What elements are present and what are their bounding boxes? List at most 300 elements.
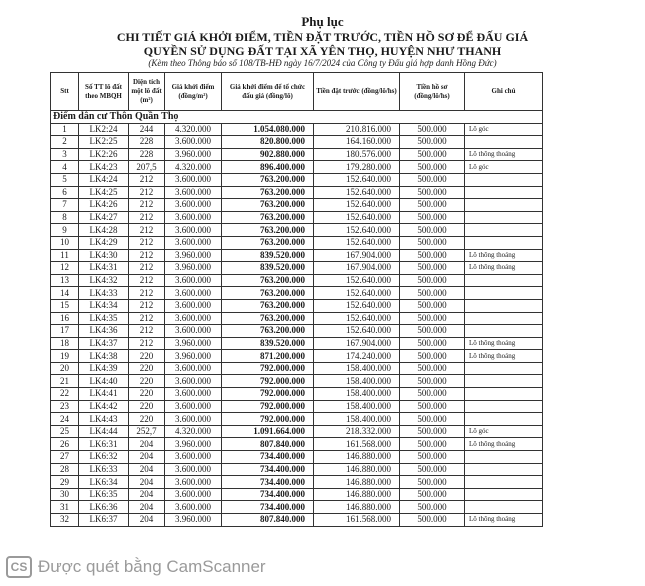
cell-start-price-per-lot: 839.520.000 xyxy=(222,262,314,275)
table-row xyxy=(51,224,543,237)
cell-start-price-per-lot: 763.200.000 xyxy=(222,199,314,212)
cell-deposit: 146.880.000 xyxy=(314,476,400,489)
cell-area: 212 xyxy=(129,186,165,199)
cell-stt: 30 xyxy=(51,488,79,501)
cell-dossier-fee: 500.000 xyxy=(400,514,465,527)
cell-note xyxy=(465,173,543,186)
cell-note: Lô thông thoáng xyxy=(465,148,543,161)
table-row xyxy=(51,438,543,451)
cell-start-price-per-m2: 3.600.000 xyxy=(165,136,222,149)
table-row xyxy=(51,186,543,199)
cell-stt: 21 xyxy=(51,375,79,388)
column-header-deposit: Tiền đặt trước (đồng/lô/hs) xyxy=(314,73,400,111)
cell-deposit: 210.816.000 xyxy=(314,123,400,136)
cell-lot-number: LK4:26 xyxy=(79,199,129,212)
table-row xyxy=(51,375,543,388)
cell-dossier-fee: 500.000 xyxy=(400,425,465,438)
cell-start-price-per-m2: 3.960.000 xyxy=(165,148,222,161)
cell-start-price-per-lot: 763.200.000 xyxy=(222,186,314,199)
cell-note xyxy=(465,388,543,401)
cell-stt: 1 xyxy=(51,123,79,136)
cell-lot-number: LK4:25 xyxy=(79,186,129,199)
cell-deposit: 152.640.000 xyxy=(314,173,400,186)
cell-lot-number: LK4:36 xyxy=(79,325,129,338)
column-header-start-price-per-m2: Giá khởi điểm (đồng/m²) xyxy=(165,73,222,111)
cell-area: 204 xyxy=(129,488,165,501)
table-row xyxy=(51,425,543,438)
cell-stt: 11 xyxy=(51,249,79,262)
cell-start-price-per-lot: 896.400.000 xyxy=(222,161,314,174)
cell-start-price-per-m2: 3.600.000 xyxy=(165,413,222,426)
cell-area: 228 xyxy=(129,148,165,161)
cell-dossier-fee: 500.000 xyxy=(400,173,465,186)
cell-start-price-per-m2: 3.600.000 xyxy=(165,388,222,401)
cell-area: 220 xyxy=(129,350,165,363)
cell-deposit: 180.576.000 xyxy=(314,148,400,161)
column-header-area: Diện tích một lô đất (m²) xyxy=(129,73,165,111)
cell-lot-number: LK4:31 xyxy=(79,262,129,275)
cell-start-price-per-lot: 763.200.000 xyxy=(222,211,314,224)
cell-deposit: 158.400.000 xyxy=(314,388,400,401)
cell-stt: 9 xyxy=(51,224,79,237)
cell-note: Lô thông thoáng xyxy=(465,249,543,262)
cell-start-price-per-lot: 792.000.000 xyxy=(222,400,314,413)
table-row xyxy=(51,236,543,249)
cell-area: 212 xyxy=(129,337,165,350)
cell-deposit: 161.568.000 xyxy=(314,514,400,527)
cell-note xyxy=(465,501,543,514)
cell-start-price-per-m2: 3.600.000 xyxy=(165,400,222,413)
cell-dossier-fee: 500.000 xyxy=(400,337,465,350)
table-row xyxy=(51,274,543,287)
cell-lot-number: LK6:37 xyxy=(79,514,129,527)
cell-start-price-per-lot: 792.000.000 xyxy=(222,362,314,375)
cell-note: Lô thông thoáng xyxy=(465,350,543,363)
table-row xyxy=(51,123,543,136)
cell-area: 212 xyxy=(129,211,165,224)
cell-area: 220 xyxy=(129,413,165,426)
cell-lot-number: LK2:24 xyxy=(79,123,129,136)
cell-start-price-per-lot: 792.000.000 xyxy=(222,375,314,388)
cell-note xyxy=(465,299,543,312)
cell-note xyxy=(465,463,543,476)
cell-lot-number: LK6:33 xyxy=(79,463,129,476)
cell-dossier-fee: 500.000 xyxy=(400,136,465,149)
cell-area: 252,7 xyxy=(129,425,165,438)
cell-lot-number: LK4:40 xyxy=(79,375,129,388)
table-row xyxy=(51,362,543,375)
cell-lot-number: LK2:26 xyxy=(79,148,129,161)
table-row xyxy=(51,388,543,401)
cell-deposit: 218.332.000 xyxy=(314,425,400,438)
cell-start-price-per-lot: 763.200.000 xyxy=(222,173,314,186)
cell-start-price-per-lot: 763.200.000 xyxy=(222,312,314,325)
cell-start-price-per-lot: 820.800.000 xyxy=(222,136,314,149)
cell-note xyxy=(465,186,543,199)
cell-lot-number: LK4:34 xyxy=(79,299,129,312)
cell-area: 220 xyxy=(129,375,165,388)
cell-note xyxy=(465,325,543,338)
cell-lot-number: LK4:27 xyxy=(79,211,129,224)
cell-start-price-per-m2: 3.600.000 xyxy=(165,463,222,476)
cell-area: 204 xyxy=(129,451,165,464)
cell-deposit: 158.400.000 xyxy=(314,362,400,375)
cell-start-price-per-m2: 4.320.000 xyxy=(165,161,222,174)
cell-start-price-per-m2: 3.600.000 xyxy=(165,211,222,224)
cell-deposit: 152.640.000 xyxy=(314,211,400,224)
cell-start-price-per-lot: 792.000.000 xyxy=(222,413,314,426)
cell-start-price-per-m2: 3.600.000 xyxy=(165,274,222,287)
cell-lot-number: LK4:24 xyxy=(79,173,129,186)
cell-start-price-per-m2: 3.960.000 xyxy=(165,249,222,262)
table-row xyxy=(51,413,543,426)
cell-lot-number: LK6:31 xyxy=(79,438,129,451)
cell-stt: 31 xyxy=(51,501,79,514)
table-row xyxy=(51,337,543,350)
cell-area: 212 xyxy=(129,262,165,275)
cell-start-price-per-m2: 3.600.000 xyxy=(165,476,222,489)
cell-area: 204 xyxy=(129,438,165,451)
camscanner-watermark xyxy=(6,556,266,578)
table-row xyxy=(51,211,543,224)
cell-area: 212 xyxy=(129,236,165,249)
cell-lot-number: LK6:34 xyxy=(79,476,129,489)
cell-lot-number: LK4:29 xyxy=(79,236,129,249)
cell-note: Lô thông thoáng xyxy=(465,438,543,451)
cell-area: 212 xyxy=(129,199,165,212)
cell-lot-number: LK4:41 xyxy=(79,388,129,401)
cell-dossier-fee: 500.000 xyxy=(400,488,465,501)
table-row xyxy=(51,136,543,149)
cell-start-price-per-lot: 763.200.000 xyxy=(222,299,314,312)
cell-dossier-fee: 500.000 xyxy=(400,186,465,199)
cell-deposit: 152.640.000 xyxy=(314,312,400,325)
cell-dossier-fee: 500.000 xyxy=(400,123,465,136)
cell-start-price-per-m2: 3.600.000 xyxy=(165,236,222,249)
cell-start-price-per-lot: 807.840.000 xyxy=(222,438,314,451)
table-header-row xyxy=(51,73,543,111)
cell-lot-number: LK4:35 xyxy=(79,312,129,325)
section-title: Điểm dân cư Thôn Quần Thọ xyxy=(51,111,543,124)
cell-stt: 6 xyxy=(51,186,79,199)
cell-start-price-per-lot: 871.200.000 xyxy=(222,350,314,363)
cell-start-price-per-lot: 763.200.000 xyxy=(222,236,314,249)
cell-start-price-per-lot: 734.400.000 xyxy=(222,451,314,464)
column-header-note: Ghi chú xyxy=(465,73,543,111)
cell-note xyxy=(465,287,543,300)
cell-dossier-fee: 500.000 xyxy=(400,362,465,375)
cell-dossier-fee: 500.000 xyxy=(400,325,465,338)
cell-deposit: 167.904.000 xyxy=(314,337,400,350)
cell-area: 228 xyxy=(129,136,165,149)
cell-note xyxy=(465,199,543,212)
cell-note xyxy=(465,476,543,489)
cell-deposit: 146.880.000 xyxy=(314,488,400,501)
document-subtitle: (Kèm theo Thông báo số 108/TB-HĐ ngày 16/7/2024 của Công ty Đấu giá hợp danh Hồng Đức) xyxy=(148,58,497,68)
cell-start-price-per-lot: 763.200.000 xyxy=(222,274,314,287)
cell-note xyxy=(465,375,543,388)
cell-start-price-per-m2: 3.600.000 xyxy=(165,173,222,186)
cell-note xyxy=(465,312,543,325)
cell-note xyxy=(465,236,543,249)
cell-start-price-per-lot: 839.520.000 xyxy=(222,249,314,262)
cell-start-price-per-m2: 3.960.000 xyxy=(165,438,222,451)
table-row xyxy=(51,325,543,338)
cell-stt: 13 xyxy=(51,274,79,287)
cell-stt: 4 xyxy=(51,161,79,174)
cell-lot-number: LK4:33 xyxy=(79,287,129,300)
cell-start-price-per-m2: 3.960.000 xyxy=(165,262,222,275)
cell-start-price-per-m2: 3.600.000 xyxy=(165,299,222,312)
cell-lot-number: LK4:32 xyxy=(79,274,129,287)
cell-area: 244 xyxy=(129,123,165,136)
cell-note xyxy=(465,362,543,375)
table-row xyxy=(51,514,543,527)
cell-stt: 5 xyxy=(51,173,79,186)
cell-area: 204 xyxy=(129,463,165,476)
cell-deposit: 152.640.000 xyxy=(314,287,400,300)
cell-start-price-per-lot: 734.400.000 xyxy=(222,463,314,476)
cell-lot-number: LK6:32 xyxy=(79,451,129,464)
cell-dossier-fee: 500.000 xyxy=(400,312,465,325)
table-row xyxy=(51,463,543,476)
cell-stt: 16 xyxy=(51,312,79,325)
cell-lot-number: LK4:37 xyxy=(79,337,129,350)
table-row xyxy=(51,299,543,312)
cell-stt: 18 xyxy=(51,337,79,350)
cell-stt: 25 xyxy=(51,425,79,438)
column-header-stt: Stt xyxy=(51,73,79,111)
cell-note: Lô thông thoáng xyxy=(465,337,543,350)
cell-deposit: 158.400.000 xyxy=(314,413,400,426)
table-row xyxy=(51,488,543,501)
cell-dossier-fee: 500.000 xyxy=(400,274,465,287)
table-row xyxy=(51,262,543,275)
cell-area: 204 xyxy=(129,501,165,514)
cell-stt: 26 xyxy=(51,438,79,451)
cell-area: 220 xyxy=(129,362,165,375)
cell-dossier-fee: 500.000 xyxy=(400,236,465,249)
cell-lot-number: LK4:39 xyxy=(79,362,129,375)
cell-deposit: 158.400.000 xyxy=(314,375,400,388)
cell-area: 212 xyxy=(129,299,165,312)
cell-note xyxy=(465,136,543,149)
cell-lot-number: LK4:38 xyxy=(79,350,129,363)
cell-stt: 10 xyxy=(51,236,79,249)
cell-stt: 17 xyxy=(51,325,79,338)
cell-deposit: 152.640.000 xyxy=(314,199,400,212)
cell-deposit: 152.640.000 xyxy=(314,236,400,249)
table-row xyxy=(51,312,543,325)
cell-dossier-fee: 500.000 xyxy=(400,350,465,363)
cell-start-price-per-lot: 763.200.000 xyxy=(222,224,314,237)
cell-lot-number: LK4:42 xyxy=(79,400,129,413)
cell-start-price-per-m2: 3.960.000 xyxy=(165,350,222,363)
cell-start-price-per-m2: 4.320.000 xyxy=(165,123,222,136)
cell-note xyxy=(465,274,543,287)
column-header-start-price-per-lot: Giá khởi điểm để tổ chức đấu giá (đồng/lô) xyxy=(222,73,314,111)
cell-dossier-fee: 500.000 xyxy=(400,211,465,224)
table-row xyxy=(51,148,543,161)
cell-start-price-per-m2: 3.600.000 xyxy=(165,488,222,501)
cell-dossier-fee: 500.000 xyxy=(400,199,465,212)
cell-start-price-per-m2: 3.600.000 xyxy=(165,186,222,199)
cell-deposit: 164.160.000 xyxy=(314,136,400,149)
document-title-line-2: QUYỀN SỬ DỤNG ĐẤT TẠI XÃ YÊN THỌ, HUYỆN NHƯ THANH xyxy=(143,44,502,58)
cell-stt: 15 xyxy=(51,299,79,312)
cell-lot-number: LK4:44 xyxy=(79,425,129,438)
cell-start-price-per-m2: 3.600.000 xyxy=(165,362,222,375)
cell-start-price-per-m2: 3.960.000 xyxy=(165,337,222,350)
cell-start-price-per-m2: 3.600.000 xyxy=(165,312,222,325)
cell-deposit: 158.400.000 xyxy=(314,400,400,413)
cell-area: 212 xyxy=(129,249,165,262)
cell-start-price-per-m2: 3.960.000 xyxy=(165,514,222,527)
cell-start-price-per-lot: 734.400.000 xyxy=(222,501,314,514)
cell-dossier-fee: 500.000 xyxy=(400,299,465,312)
cell-dossier-fee: 500.000 xyxy=(400,438,465,451)
table-row xyxy=(51,350,543,363)
cell-dossier-fee: 500.000 xyxy=(400,463,465,476)
table-row xyxy=(51,173,543,186)
cell-note: Lô góc xyxy=(465,123,543,136)
cell-start-price-per-m2: 3.600.000 xyxy=(165,325,222,338)
cell-start-price-per-m2: 3.600.000 xyxy=(165,375,222,388)
cell-lot-number: LK4:23 xyxy=(79,161,129,174)
table-row xyxy=(51,501,543,514)
cell-lot-number: LK2:25 xyxy=(79,136,129,149)
cell-dossier-fee: 500.000 xyxy=(400,287,465,300)
cell-start-price-per-lot: 1.054.080.000 xyxy=(222,123,314,136)
cell-note: Lô thông thoáng xyxy=(465,514,543,527)
camscanner-logo-icon: CS xyxy=(6,556,32,578)
cell-note: Lô góc xyxy=(465,161,543,174)
cell-deposit: 146.880.000 xyxy=(314,501,400,514)
cell-dossier-fee: 500.000 xyxy=(400,224,465,237)
cell-deposit: 152.640.000 xyxy=(314,299,400,312)
table-row xyxy=(51,476,543,489)
cell-area: 220 xyxy=(129,388,165,401)
cell-stt: 28 xyxy=(51,463,79,476)
cell-start-price-per-m2: 3.600.000 xyxy=(165,224,222,237)
cell-deposit: 152.640.000 xyxy=(314,224,400,237)
cell-note xyxy=(465,211,543,224)
cell-start-price-per-lot: 807.840.000 xyxy=(222,514,314,527)
table-row xyxy=(51,161,543,174)
cell-stt: 32 xyxy=(51,514,79,527)
cell-start-price-per-m2: 3.600.000 xyxy=(165,451,222,464)
appendix-label: Phụ lục xyxy=(301,14,344,29)
cell-start-price-per-m2: 3.600.000 xyxy=(165,287,222,300)
cell-note: Lô thông thoáng xyxy=(465,262,543,275)
column-header-lot-number: Số TT lô đất theo MBQH xyxy=(79,73,129,111)
cell-lot-number: LK4:28 xyxy=(79,224,129,237)
cell-stt: 22 xyxy=(51,388,79,401)
cell-start-price-per-lot: 734.400.000 xyxy=(222,476,314,489)
cell-deposit: 146.880.000 xyxy=(314,451,400,464)
cell-dossier-fee: 500.000 xyxy=(400,501,465,514)
cell-area: 207,5 xyxy=(129,161,165,174)
cell-stt: 12 xyxy=(51,262,79,275)
table-row xyxy=(51,199,543,212)
cell-dossier-fee: 500.000 xyxy=(400,148,465,161)
cell-start-price-per-lot: 763.200.000 xyxy=(222,325,314,338)
cell-start-price-per-m2: 3.600.000 xyxy=(165,199,222,212)
cell-dossier-fee: 500.000 xyxy=(400,451,465,464)
cell-deposit: 167.904.000 xyxy=(314,262,400,275)
cell-lot-number: LK4:43 xyxy=(79,413,129,426)
cell-deposit: 146.880.000 xyxy=(314,463,400,476)
cell-stt: 3 xyxy=(51,148,79,161)
cell-area: 212 xyxy=(129,325,165,338)
cell-dossier-fee: 500.000 xyxy=(400,249,465,262)
cell-area: 212 xyxy=(129,224,165,237)
cell-dossier-fee: 500.000 xyxy=(400,476,465,489)
cell-dossier-fee: 500.000 xyxy=(400,400,465,413)
cell-start-price-per-lot: 734.400.000 xyxy=(222,488,314,501)
cell-note xyxy=(465,451,543,464)
cell-deposit: 152.640.000 xyxy=(314,325,400,338)
cell-start-price-per-lot: 792.000.000 xyxy=(222,388,314,401)
cell-start-price-per-m2: 3.600.000 xyxy=(165,501,222,514)
cell-note xyxy=(465,488,543,501)
cell-lot-number: LK4:30 xyxy=(79,249,129,262)
table-row xyxy=(51,451,543,464)
cell-stt: 27 xyxy=(51,451,79,464)
cell-stt: 29 xyxy=(51,476,79,489)
cell-deposit: 174.240.000 xyxy=(314,350,400,363)
cell-stt: 23 xyxy=(51,400,79,413)
cell-dossier-fee: 500.000 xyxy=(400,375,465,388)
cell-stt: 24 xyxy=(51,413,79,426)
cell-note: Lô góc xyxy=(465,425,543,438)
cell-area: 212 xyxy=(129,312,165,325)
cell-note xyxy=(465,413,543,426)
cell-note xyxy=(465,400,543,413)
cell-stt: 2 xyxy=(51,136,79,149)
cell-stt: 8 xyxy=(51,211,79,224)
auction-price-table xyxy=(50,72,543,527)
cell-stt: 14 xyxy=(51,287,79,300)
cell-area: 212 xyxy=(129,173,165,186)
cell-deposit: 167.904.000 xyxy=(314,249,400,262)
cell-lot-number: LK6:36 xyxy=(79,501,129,514)
document-title-line-1: CHI TIẾT GIÁ KHỞI ĐIỂM, TIỀN ĐẶT TRƯỚC, TIỀN HỒ SƠ ĐỂ ĐẤU GIÁ xyxy=(116,30,529,44)
column-header-dossier-fee: Tiền hồ sơ (đồng/lô/hs) xyxy=(400,73,465,111)
cell-start-price-per-lot: 839.520.000 xyxy=(222,337,314,350)
cell-start-price-per-m2: 4.320.000 xyxy=(165,425,222,438)
watermark-text: Được quét bằng CamScanner xyxy=(38,557,266,576)
cell-dossier-fee: 500.000 xyxy=(400,413,465,426)
table-row xyxy=(51,249,543,262)
cell-area: 204 xyxy=(129,514,165,527)
cell-deposit: 161.568.000 xyxy=(314,438,400,451)
cell-area: 212 xyxy=(129,287,165,300)
cell-stt: 19 xyxy=(51,350,79,363)
cell-area: 212 xyxy=(129,274,165,287)
cell-start-price-per-lot: 902.880.000 xyxy=(222,148,314,161)
table-row xyxy=(51,287,543,300)
cell-lot-number: LK6:35 xyxy=(79,488,129,501)
table-row xyxy=(51,400,543,413)
cell-deposit: 152.640.000 xyxy=(314,186,400,199)
cell-deposit: 152.640.000 xyxy=(314,274,400,287)
cell-deposit: 179.280.000 xyxy=(314,161,400,174)
cell-dossier-fee: 500.000 xyxy=(400,388,465,401)
cell-stt: 20 xyxy=(51,362,79,375)
cell-start-price-per-lot: 1.091.664.000 xyxy=(222,425,314,438)
cell-start-price-per-lot: 763.200.000 xyxy=(222,287,314,300)
